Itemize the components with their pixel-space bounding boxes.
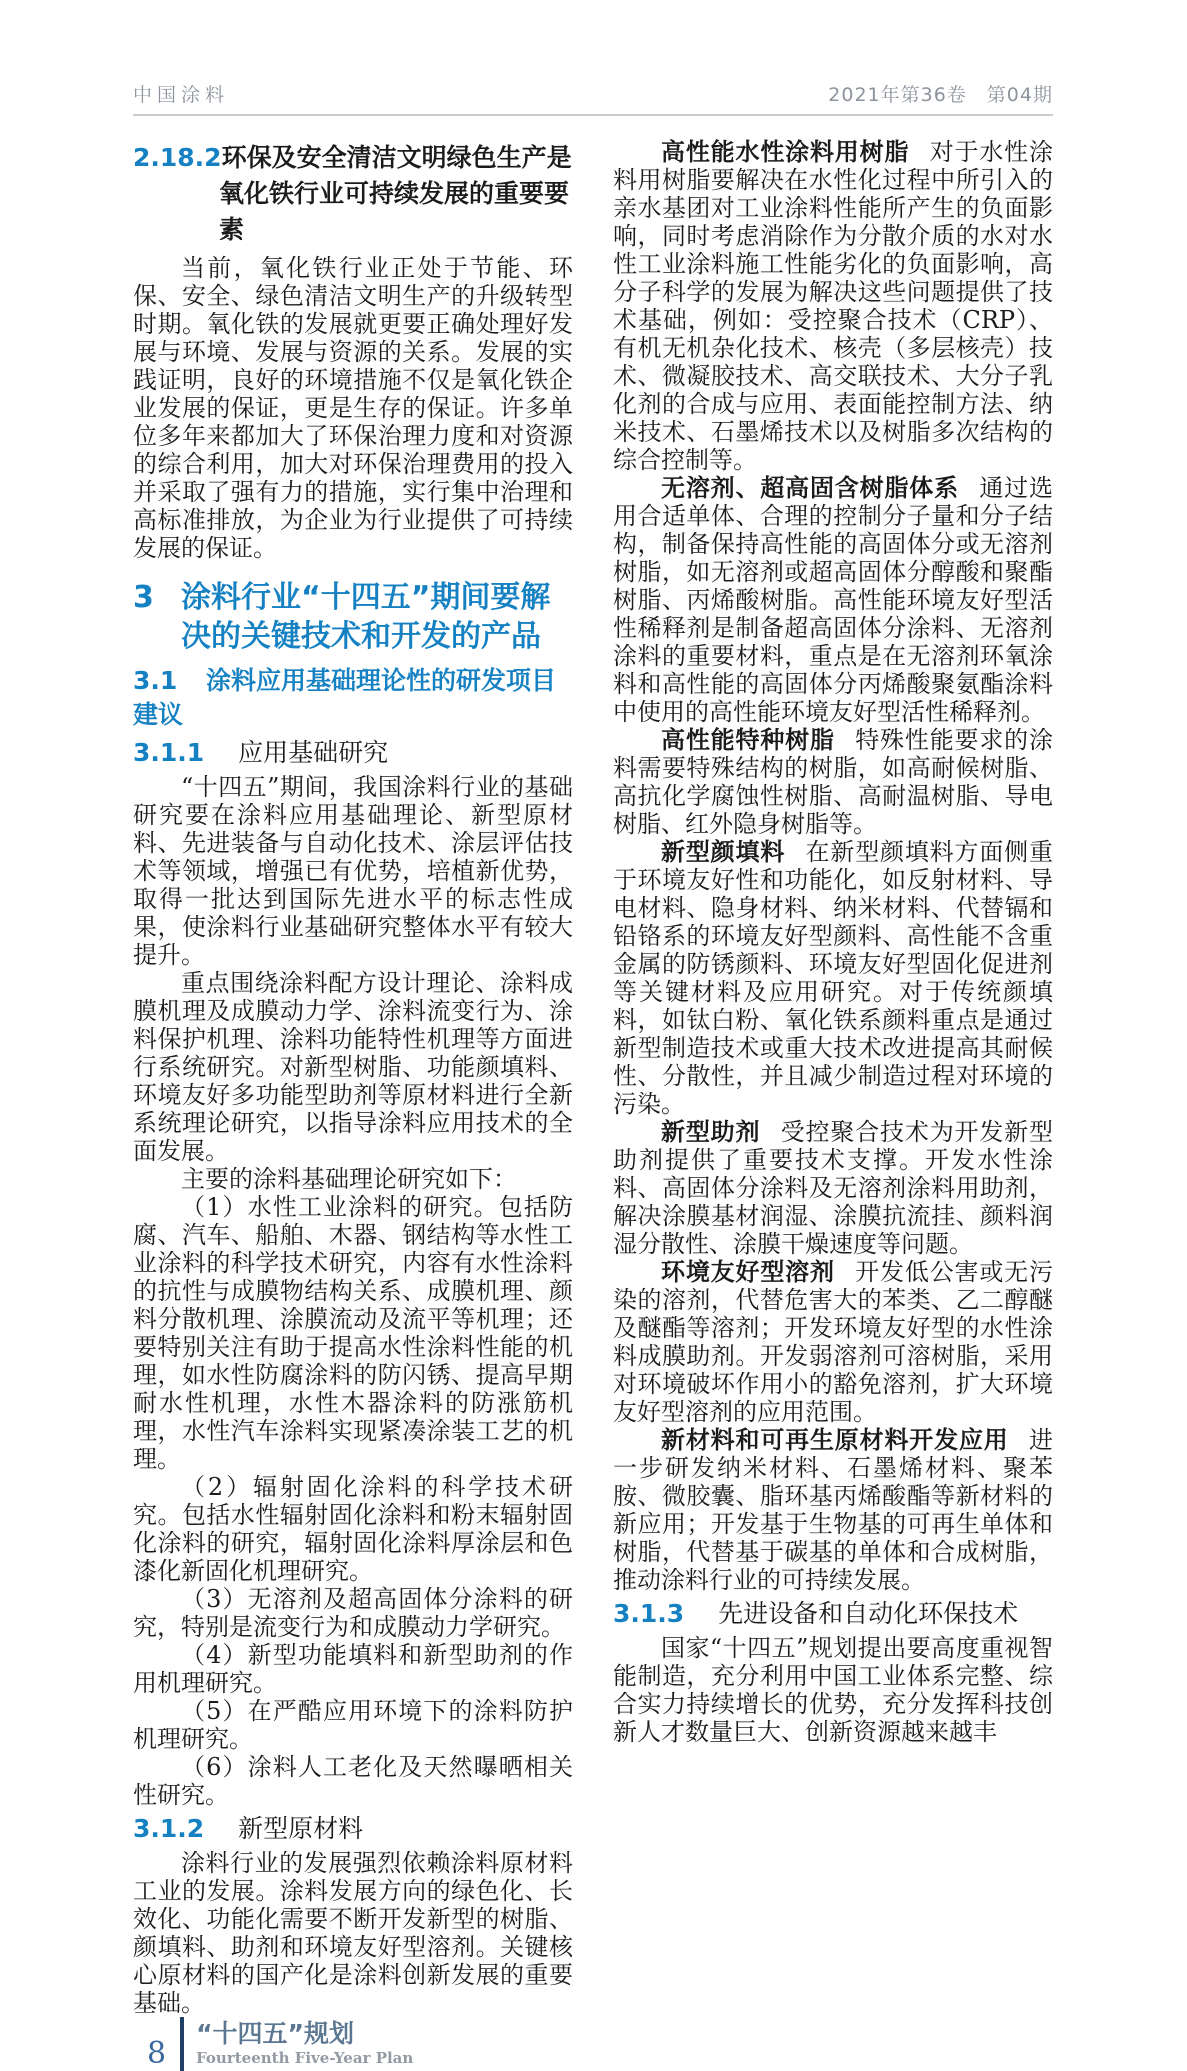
topic-text: 进一步研发纳米材料、石墨烯材料、聚苯胺、微胶囊、脂环基丙烯酸酯等新材料的新应用；开发基于生物基的可再生单体和树脂，代替基于碳基的单体和合成树脂，推动涂料行业的可持续发展。 bbox=[613, 1426, 1053, 1594]
heading-title: 涂料应用基础理论性的研发项目建议 bbox=[133, 666, 557, 729]
topic-paragraph-eco-solvents bbox=[613, 1258, 1053, 1426]
run-in-heading: 高性能水性涂料用树脂 bbox=[661, 138, 910, 166]
heading-title: 应用基础研究 bbox=[238, 738, 389, 767]
list-item-2: （2）辐射固化涂料的科学技术研究。包括水性辐射固化涂料和粉末辐射固化涂料的研究，辐射固化涂料厚涂层和色漆化新固化机理研究。 bbox=[133, 1473, 573, 1585]
paragraph-research-focus: 重点围绕涂料配方设计理论、涂料成膜机理及成膜动力学、涂料流变行为、涂料保护机理、涂料功能特性机理等方面进行系统研究。对新型树脂、功能颜填料、环境友好多功能型助剂等原材料进行全新系统理论研究，以指导涂料应用技术的全面发展。 bbox=[133, 969, 573, 1165]
paragraph-raw-materials: 涂料行业的发展强烈依赖涂料原材料工业的发展。涂料发展方向的绿色化、长效化、功能化需要不断开发新型的树脂、颜填料、助剂和环境友好型溶剂。关键核心原材料的国产化是涂料创新发展的重要基础。 bbox=[133, 1849, 573, 2017]
paragraph-national-plan: 国家“十四五”规划提出要高度重视智能制造，充分利用中国工业体系完整、综合实力持续增长的优势，充分发挥科技创新人才数量巨大、创新资源越来越丰 bbox=[613, 1634, 1053, 1746]
journal-title: 中国涂料 bbox=[133, 84, 230, 106]
heading-number: 2.18.2 bbox=[133, 143, 222, 172]
topic-paragraph-specialty-resin bbox=[613, 726, 1053, 838]
heading-number: 3.1 bbox=[133, 666, 178, 695]
run-in-heading: 环境友好型溶剂 bbox=[661, 1258, 835, 1286]
paragraph-list-intro: 主要的涂料基础理论研究如下： bbox=[181, 1165, 517, 1193]
heading-number: 3.1.3 bbox=[613, 1599, 685, 1628]
list-item-6: （6）涂料人工老化及天然曝晒相关性研究。 bbox=[133, 1753, 573, 1809]
topic-text: 对于水性涂料用树脂要解决在水性化过程中所引入的亲水基团对工业涂料性能所产生的负面影响，同时考虑消除作为分散介质的水对水性工业涂料施工性能劣化的负面影响，高分子科学的发展为解决这些问题提供了技术基础，例如：受控聚合技术（CRP）、有机无机杂化技术、核壳（多层核壳）技术、微凝胶技术、高交联技术、大分子乳化剂的合成与应用、表面能控制方法、纳米技术、石墨烯技术以及树脂多次结构的综合控制等。 bbox=[613, 138, 1054, 474]
list-item-3: （3）无溶剂及超高固体分涂料的研究，特别是流变行为和成膜动力学研究。 bbox=[133, 1585, 573, 1641]
footer-plan-block bbox=[196, 2020, 413, 2068]
topic-text: 通过选用合适单体、合理的控制分子量和分子结构，制备保持高性能的高固体分或无溶剂树脂，如无溶剂或超高固体分醇酸和聚酯树脂、丙烯酸树脂。高性能环境友好型活性稀释剂是制备超高固体分涂料、无溶剂涂料的重要材料，重点是在无溶剂环氧涂料和高性能的高固体分丙烯酸聚氨酯涂料中使用的高性能环境友好型活性稀释剂。 bbox=[613, 474, 1054, 726]
run-in-heading: 新型助剂 bbox=[661, 1118, 761, 1146]
page-header bbox=[133, 80, 1053, 116]
article-body bbox=[133, 138, 1053, 2017]
topic-text: 开发低公害或无污染的溶剂，代替危害大的苯类、乙二醇醚及醚酯等溶剂；开发环境友好型的水性涂料成膜助剂。开发弱溶剂可溶树脂，采用对环境破坏作用小的豁免溶剂，扩大环境友好型溶剂的应用范围。 bbox=[613, 1258, 1054, 1426]
list-item-5: （5）在严酷应用环境下的涂料防护机理研究。 bbox=[133, 1697, 573, 1753]
page-footer bbox=[147, 2017, 1053, 2071]
heading-number: 3.1.1 bbox=[133, 738, 205, 767]
heading-title: 涂料行业“十四五”期间要解决的关键技术和开发的产品 bbox=[181, 580, 551, 654]
heading-section-3-1 bbox=[133, 664, 573, 732]
heading-2-18-2 bbox=[133, 140, 573, 248]
topic-paragraph-new-pigments bbox=[613, 838, 1053, 1118]
right-column bbox=[613, 138, 1053, 2017]
heading-section-3 bbox=[133, 578, 573, 656]
list-item-4: （4）新型功能填料和新型助剂的作用机理研究。 bbox=[133, 1641, 573, 1697]
footer-plan-title-cn: “十四五”规划 bbox=[196, 2019, 354, 2048]
heading-section-3-1-1 bbox=[133, 736, 573, 770]
topic-paragraph-new-additives bbox=[613, 1118, 1053, 1258]
heading-title: 环保及安全清洁文明绿色生产是氧化铁行业可持续发展的重要要素 bbox=[219, 143, 572, 244]
list-item-1: （1）水性工业涂料的研究。包括防腐、汽车、船舶、木器、钢结构等水性工业涂料的科学技术研究，内容有水性涂料的抗性与成膜物结构关系、成膜机理、颜料分散机理、涂膜流动及流平等机理；还要特别关注有助于提高水性涂料性能的机理，如水性防腐涂料的防闪锈、提高早期耐水性机理，水性木器涂料的防涨筋机理，水性汽车涂料实现紧凑涂装工艺的机理。 bbox=[133, 1193, 573, 1473]
topic-paragraph-renewable-materials bbox=[613, 1426, 1053, 1594]
footer-divider bbox=[180, 2017, 184, 2071]
topic-paragraph-waterborne-resin bbox=[613, 138, 1053, 474]
issue-info: 2021年第36卷 第04期 bbox=[828, 84, 1053, 106]
heading-title: 先进设备和自动化环保技术 bbox=[718, 1599, 1019, 1628]
heading-section-3-1-2 bbox=[133, 1812, 573, 1846]
topic-text: 特殊性能要求的涂料需要特殊结构的树脂，如高耐候树脂、高抗化学腐蚀性树脂、高耐温树脂、导电树脂、红外隐身树脂等。 bbox=[613, 726, 1054, 838]
heading-number: 3.1.2 bbox=[133, 1814, 205, 1843]
run-in-heading: 高性能特种树脂 bbox=[661, 726, 835, 754]
run-in-heading: 无溶剂、超高固含树脂体系 bbox=[661, 474, 959, 502]
heading-number: 3 bbox=[133, 580, 154, 615]
topic-paragraph-solvent-free-resin bbox=[613, 474, 1053, 726]
run-in-heading: 新材料和可再生原材料开发应用 bbox=[661, 1426, 1009, 1454]
heading-title: 新型原材料 bbox=[238, 1814, 364, 1843]
topic-text: 受控聚合技术为开发新型助剂提供了重要技术支撑。开发水性涂料、高固体分涂料及无溶剂涂料用助剂，解决涂膜基材润湿、涂膜抗流挂、颜料润湿分散性、涂膜干燥速度等问题。 bbox=[613, 1118, 1054, 1258]
page-number: 8 bbox=[147, 2036, 167, 2071]
paragraph-oxide-industry: 当前，氧化铁行业正处于节能、环保、安全、绿色清洁文明生产的升级转型时期。氧化铁的发展就更要正确处理好发展与环境、发展与资源的关系。发展的实践证明，良好的环境措施不仅是氧化铁企业发展的保证，更是生存的保证。许多单位多年来都加大了环保治理力度和对资源的综合利用，加大对环保治理费用的投入并采取了强有力的措施，实行集中治理和高标准排放，为企业为行业提供了可持续发展的保证。 bbox=[133, 254, 573, 562]
left-column bbox=[133, 138, 573, 2017]
run-in-heading: 新型颜填料 bbox=[661, 838, 786, 866]
topic-text: 在新型颜填料方面侧重于环境友好性和功能化，如反射材料、导电材料、隐身材料、纳米材料、代替镉和铅铬系的环境友好型颜料、高性能不含重金属的防锈颜料、环境友好型固化促进剂等关键材料及应用研究。对于传统颜填料，如钛白粉、氧化铁系颜料重点是通过新型制造技术或重大技术改进提高其耐候性、分散性，并且减少制造过程对环境的污染。 bbox=[613, 838, 1054, 1118]
paragraph-14th-plan-research: “十四五”期间，我国涂料行业的基础研究要在涂料应用基础理论、新型原材料、先进装备与自动化技术、涂层评估技术等领域，增强已有优势，培植新优势，取得一批达到国际先进水平的标志性成果，使涂料行业基础研究整体水平有较大提升。 bbox=[133, 773, 573, 969]
heading-section-3-1-3 bbox=[613, 1597, 1053, 1631]
footer-plan-title-en: Fourteenth Five-Year Plan bbox=[196, 2049, 414, 2067]
